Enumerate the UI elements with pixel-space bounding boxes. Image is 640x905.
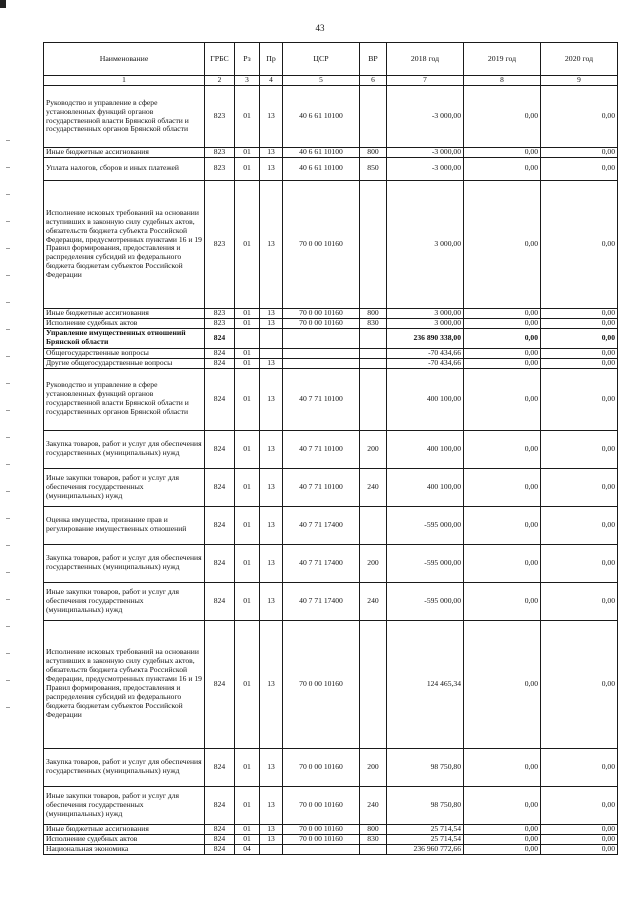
binding-margin-marks [6, 140, 20, 740]
cell-vr [360, 620, 387, 748]
cell-name: Исполнение исковых требований на основании вступивших в законную силу судебных актов, обязательств бюджета субъекта Российской Федерации, предусмотренных пунктами 16 и 19 Правил формирования, предоставления и распределения субсидий из федерального бюджета бюджетам субъектов Российской Федерации [44, 180, 205, 308]
cell-2020: 0,00 [541, 824, 618, 834]
cell-csr: 70 0 00 10160 [283, 318, 360, 328]
cell-2019: 0,00 [464, 358, 541, 368]
table-row [44, 358, 618, 368]
cell-vr: 200 [360, 430, 387, 468]
cell-rz: 01 [235, 180, 260, 308]
cell-2018: 400 100,00 [387, 468, 464, 506]
table-row [44, 148, 618, 158]
cell-2020: 0,00 [541, 148, 618, 158]
cell-rz: 01 [235, 358, 260, 368]
cell-2018: -3 000,00 [387, 86, 464, 148]
cell-vr [360, 368, 387, 430]
cell-name: Закупка товаров, работ и услуг для обеспечения государственных (муниципальных) нужд [44, 748, 205, 786]
column-number: 7 [387, 76, 464, 86]
cell-pr: 13 [260, 368, 283, 430]
cell-2020: 0,00 [541, 318, 618, 328]
cell-2020: 0,00 [541, 506, 618, 544]
cell-vr: 830 [360, 318, 387, 328]
cell-pr: 13 [260, 620, 283, 748]
table-body [44, 86, 618, 855]
column-number: 8 [464, 76, 541, 86]
cell-vr: 200 [360, 544, 387, 582]
cell-pr: 13 [260, 748, 283, 786]
cell-rz: 01 [235, 582, 260, 620]
table-row [44, 318, 618, 328]
cell-csr: 70 0 00 10160 [283, 824, 360, 834]
cell-2020: 0,00 [541, 544, 618, 582]
cell-rz: 01 [235, 620, 260, 748]
cell-grbs: 823 [205, 86, 235, 148]
cell-pr: 13 [260, 308, 283, 318]
column-number-row [44, 76, 618, 86]
cell-rz: 01 [235, 834, 260, 844]
cell-pr [260, 348, 283, 358]
cell-pr: 13 [260, 157, 283, 180]
cell-2020: 0,00 [541, 834, 618, 844]
cell-name: Иные бюджетные ассигнования [44, 148, 205, 158]
cell-2018: 236 960 772,66 [387, 844, 464, 854]
cell-2019: 0,00 [464, 844, 541, 854]
cell-grbs: 824 [205, 348, 235, 358]
cell-2020: 0,00 [541, 348, 618, 358]
cell-vr: 240 [360, 786, 387, 824]
header-vr: ВР [360, 43, 387, 76]
page-number: 43 [315, 23, 325, 33]
cell-csr: 40 7 71 10100 [283, 368, 360, 430]
cell-2019: 0,00 [464, 786, 541, 824]
cell-csr: 40 7 71 17400 [283, 582, 360, 620]
cell-2019: 0,00 [464, 834, 541, 844]
cell-pr [260, 844, 283, 854]
cell-2019: 0,00 [464, 180, 541, 308]
cell-2018: 98 750,80 [387, 748, 464, 786]
cell-name: Исполнение судебных актов [44, 318, 205, 328]
header-2018: 2018 год [387, 43, 464, 76]
cell-grbs: 823 [205, 157, 235, 180]
cell-vr [360, 348, 387, 358]
scan-corner-mark [0, 0, 6, 8]
cell-rz: 01 [235, 318, 260, 328]
cell-2019: 0,00 [464, 86, 541, 148]
cell-pr: 13 [260, 358, 283, 368]
cell-2020: 0,00 [541, 86, 618, 148]
cell-name: Оценка имущества, признание прав и регулирование имущественных отношений [44, 506, 205, 544]
budget-table [43, 42, 618, 855]
table-row [44, 506, 618, 544]
column-number: 4 [260, 76, 283, 86]
cell-2019: 0,00 [464, 430, 541, 468]
cell-2019: 0,00 [464, 468, 541, 506]
column-number: 6 [360, 76, 387, 86]
cell-csr: 70 0 00 10160 [283, 786, 360, 824]
cell-rz [235, 328, 260, 348]
cell-grbs: 824 [205, 468, 235, 506]
cell-2019: 0,00 [464, 506, 541, 544]
cell-csr: 40 7 71 17400 [283, 544, 360, 582]
cell-2018: -595 000,00 [387, 544, 464, 582]
cell-name: Руководство и управление в сфере установленных функций органов государственной власти Брянской области и государственных органов Брянской области [44, 368, 205, 430]
cell-rz: 01 [235, 748, 260, 786]
header-rz: Рз [235, 43, 260, 76]
cell-2020: 0,00 [541, 748, 618, 786]
table-row [44, 368, 618, 430]
cell-csr: 70 0 00 10160 [283, 748, 360, 786]
cell-grbs: 823 [205, 318, 235, 328]
cell-csr: 40 7 71 17400 [283, 506, 360, 544]
cell-2018: 236 890 338,00 [387, 328, 464, 348]
cell-2019: 0,00 [464, 582, 541, 620]
cell-2018: 98 750,80 [387, 786, 464, 824]
cell-2018: 25 714,54 [387, 824, 464, 834]
cell-vr [360, 328, 387, 348]
cell-name: Другие общегосударственные вопросы [44, 358, 205, 368]
cell-name: Исполнение судебных актов [44, 834, 205, 844]
cell-2020: 0,00 [541, 180, 618, 308]
cell-name: Иные закупки товаров, работ и услуг для обеспечения государственных (муниципальных) нужд [44, 786, 205, 824]
cell-rz: 01 [235, 786, 260, 824]
cell-2019: 0,00 [464, 544, 541, 582]
cell-name: Иные закупки товаров, работ и услуг для обеспечения государственных (муниципальных) нужд [44, 468, 205, 506]
header-grbs: ГРБС [205, 43, 235, 76]
cell-name: Иные бюджетные ассигнования [44, 824, 205, 834]
cell-rz: 01 [235, 308, 260, 318]
header-csr: ЦСР [283, 43, 360, 76]
cell-pr: 13 [260, 180, 283, 308]
cell-name: Руководство и управление в сфере установленных функций органов государственной власти Брянской области и государственных органов Брянской области [44, 86, 205, 148]
cell-name: Закупка товаров, работ и услуг для обеспечения государственных (муниципальных) нужд [44, 544, 205, 582]
cell-grbs: 824 [205, 834, 235, 844]
table-row [44, 544, 618, 582]
cell-grbs: 824 [205, 328, 235, 348]
cell-vr [360, 844, 387, 854]
cell-name: Закупка товаров, работ и услуг для обеспечения государственных (муниципальных) нужд [44, 430, 205, 468]
cell-pr: 13 [260, 318, 283, 328]
cell-name: Уплата налогов, сборов и иных платежей [44, 157, 205, 180]
cell-name: Иные бюджетные ассигнования [44, 308, 205, 318]
cell-csr [283, 844, 360, 854]
cell-pr: 13 [260, 544, 283, 582]
cell-vr [360, 506, 387, 544]
cell-2020: 0,00 [541, 468, 618, 506]
cell-vr: 800 [360, 824, 387, 834]
table-row [44, 308, 618, 318]
cell-2018: -595 000,00 [387, 582, 464, 620]
cell-2019: 0,00 [464, 824, 541, 834]
table-header-row [44, 43, 618, 76]
cell-pr: 13 [260, 86, 283, 148]
column-number: 1 [44, 76, 205, 86]
cell-csr: 40 7 71 10100 [283, 468, 360, 506]
cell-grbs: 823 [205, 308, 235, 318]
cell-name: Управление имущественных отношений Брянской области [44, 328, 205, 348]
cell-2018: 3 000,00 [387, 308, 464, 318]
cell-rz: 01 [235, 368, 260, 430]
cell-pr: 13 [260, 468, 283, 506]
table-row [44, 844, 618, 854]
cell-rz: 01 [235, 468, 260, 506]
cell-grbs: 824 [205, 368, 235, 430]
cell-pr: 13 [260, 824, 283, 834]
cell-grbs: 824 [205, 844, 235, 854]
cell-vr: 830 [360, 834, 387, 844]
cell-2018: 400 100,00 [387, 430, 464, 468]
cell-2020: 0,00 [541, 157, 618, 180]
cell-vr: 200 [360, 748, 387, 786]
cell-2019: 0,00 [464, 148, 541, 158]
cell-grbs: 824 [205, 582, 235, 620]
cell-grbs: 823 [205, 180, 235, 308]
cell-2020: 0,00 [541, 308, 618, 318]
cell-2018: 124 465,34 [387, 620, 464, 748]
column-number: 3 [235, 76, 260, 86]
cell-grbs: 824 [205, 544, 235, 582]
cell-pr: 13 [260, 834, 283, 844]
cell-2020: 0,00 [541, 582, 618, 620]
cell-2018: 400 100,00 [387, 368, 464, 430]
cell-rz: 01 [235, 348, 260, 358]
cell-vr [360, 180, 387, 308]
cell-2020: 0,00 [541, 844, 618, 854]
cell-rz: 01 [235, 430, 260, 468]
cell-csr: 70 0 00 10160 [283, 308, 360, 318]
cell-rz: 01 [235, 544, 260, 582]
cell-grbs: 824 [205, 786, 235, 824]
cell-name: Исполнение исковых требований на основании вступивших в законную силу судебных актов, обязательств бюджета субъекта Российской Федерации, предусмотренных пунктами 16 и 19 Правил формирования, предоставления и распределения субсидий из федерального бюджета бюджетам субъектов Российской Федерации [44, 620, 205, 748]
cell-2018: -70 434,66 [387, 348, 464, 358]
cell-pr: 13 [260, 148, 283, 158]
cell-csr: 40 6 61 10100 [283, 157, 360, 180]
column-number: 9 [541, 76, 618, 86]
table-row [44, 328, 618, 348]
cell-2019: 0,00 [464, 620, 541, 748]
cell-vr: 240 [360, 468, 387, 506]
cell-csr: 70 0 00 10160 [283, 834, 360, 844]
cell-2018: 3 000,00 [387, 318, 464, 328]
table-row [44, 824, 618, 834]
cell-2019: 0,00 [464, 348, 541, 358]
cell-rz: 01 [235, 824, 260, 834]
cell-2018: -3 000,00 [387, 148, 464, 158]
cell-rz: 01 [235, 506, 260, 544]
cell-2019: 0,00 [464, 157, 541, 180]
cell-2019: 0,00 [464, 318, 541, 328]
cell-vr: 850 [360, 157, 387, 180]
cell-vr: 240 [360, 582, 387, 620]
cell-vr: 800 [360, 148, 387, 158]
cell-2018: -3 000,00 [387, 157, 464, 180]
table-row [44, 468, 618, 506]
cell-vr [360, 358, 387, 368]
table-row [44, 582, 618, 620]
cell-csr [283, 358, 360, 368]
table-row [44, 834, 618, 844]
cell-grbs: 824 [205, 748, 235, 786]
cell-grbs: 823 [205, 148, 235, 158]
cell-name: Иные закупки товаров, работ и услуг для обеспечения государственных (муниципальных) нужд [44, 582, 205, 620]
cell-csr: 40 6 61 10100 [283, 148, 360, 158]
cell-2020: 0,00 [541, 368, 618, 430]
cell-grbs: 824 [205, 358, 235, 368]
table-row [44, 786, 618, 824]
header-2020: 2020 год [541, 43, 618, 76]
cell-rz: 04 [235, 844, 260, 854]
column-number: 5 [283, 76, 360, 86]
cell-csr [283, 348, 360, 358]
cell-pr: 13 [260, 582, 283, 620]
cell-2019: 0,00 [464, 748, 541, 786]
table-row [44, 748, 618, 786]
table-row [44, 157, 618, 180]
cell-grbs: 824 [205, 506, 235, 544]
cell-2019: 0,00 [464, 328, 541, 348]
cell-vr [360, 86, 387, 148]
cell-2020: 0,00 [541, 786, 618, 824]
cell-2020: 0,00 [541, 358, 618, 368]
cell-2020: 0,00 [541, 620, 618, 748]
cell-2020: 0,00 [541, 430, 618, 468]
table-row [44, 348, 618, 358]
cell-csr: 70 0 00 10160 [283, 180, 360, 308]
cell-vr: 800 [360, 308, 387, 318]
cell-name: Общегосударственные вопросы [44, 348, 205, 358]
cell-pr [260, 328, 283, 348]
cell-csr: 40 6 61 10100 [283, 86, 360, 148]
header-name: Наименование [44, 43, 205, 76]
cell-csr [283, 328, 360, 348]
header-pr: Пр [260, 43, 283, 76]
table-row [44, 180, 618, 308]
cell-csr: 40 7 71 10100 [283, 430, 360, 468]
cell-csr: 70 0 00 10160 [283, 620, 360, 748]
cell-pr: 13 [260, 430, 283, 468]
cell-2018: -595 000,00 [387, 506, 464, 544]
cell-name: Национальная экономика [44, 844, 205, 854]
cell-pr: 13 [260, 506, 283, 544]
cell-rz: 01 [235, 86, 260, 148]
cell-grbs: 824 [205, 620, 235, 748]
cell-2018: 25 714,54 [387, 834, 464, 844]
column-number: 2 [205, 76, 235, 86]
cell-2018: 3 000,00 [387, 180, 464, 308]
cell-2019: 0,00 [464, 368, 541, 430]
cell-2019: 0,00 [464, 308, 541, 318]
cell-grbs: 824 [205, 430, 235, 468]
cell-2018: -70 434,66 [387, 358, 464, 368]
table-row [44, 86, 618, 148]
table-row [44, 620, 618, 748]
cell-pr: 13 [260, 786, 283, 824]
cell-2020: 0,00 [541, 328, 618, 348]
cell-rz: 01 [235, 157, 260, 180]
table-row [44, 430, 618, 468]
header-2019: 2019 год [464, 43, 541, 76]
cell-grbs: 824 [205, 824, 235, 834]
cell-rz: 01 [235, 148, 260, 158]
